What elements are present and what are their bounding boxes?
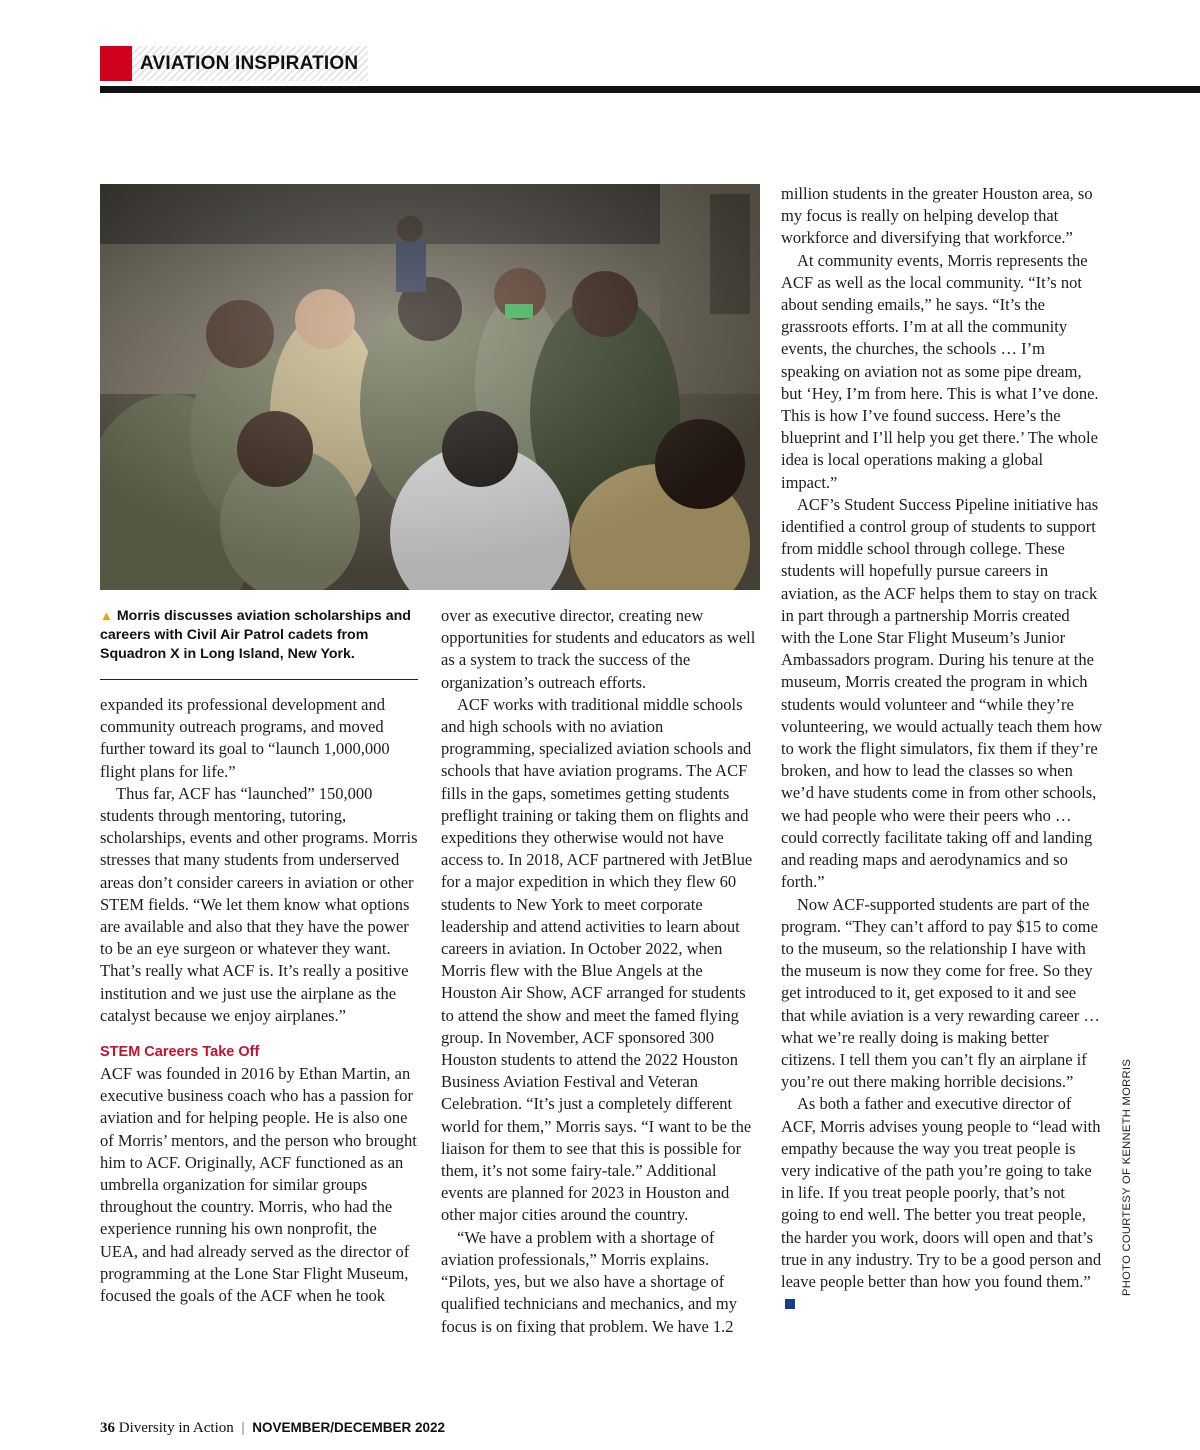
paragraph: over as executive director, creating new opportunities for students and educators as well as a system to track the success of the organization’s outreach efforts. [441,606,756,692]
section-tag-red-block [100,46,132,81]
square-end-icon [785,1299,795,1309]
section-subhead: STEM Careers Take Off [100,1044,260,1061]
paragraph: expanded its professional development and community outreach programs, and moved further toward its goal to “launch 1,000,000 flight plans for life.” [100,695,390,781]
article-column-2 [441,605,761,1338]
magazine-name: Diversity in Action [118,1420,234,1436]
caption-text: Morris discusses aviation scholarships and careers with Civil Air Patrol cadets from Squadron X in Long Island, New York. [100,608,411,662]
paragraph: Thus far, ACF has “launched” 150,000 students through mentoring, tutoring, scholarships, events and other programs. Morris stresses that many students from underserved areas don’t consider careers in aviation or other STEM fields. “We let them know what options are available and also that they have the power to be an eye surgeon or whatever they want. That’s really what ACF is. It’s really a positive institution and we just use the airplane as the catalyst because we enjoy airplanes.” [100,783,418,1025]
page-footer [100,1420,445,1437]
page-number: 36 [100,1420,115,1436]
footer-separator: | [241,1420,245,1436]
paragraph: Now ACF-supported students are part of the program. “They can’t afford to pay $15 to come to the museum, so the relationship I have with the museum is now they come for free. So they get introduced to it, get exposed to it and see that while aviation is a very rewarding career … what we’re really doing is making better citizens. I tell them you can’t fly an airplane if you’re out there making horrible decisions.” [781,894,1100,1092]
section-tag [100,46,368,81]
paragraph-last [781,1093,1103,1315]
paragraph: “We have a problem with a shortage of aviation professionals,” Morris explains. “Pilots, yes, but we also have a shortage of qualified technicians and mechanics, and my focus is on fixing that problem. We have 1.2 [441,1227,737,1336]
photo-credit: PHOTO COURTESY OF KENNETH MORRIS [1121,1058,1133,1296]
header-rule [100,86,1200,93]
paragraph: ACF was founded in 2016 by Ethan Martin, an executive business coach who has a passion for aviation and for helping people. He is also one of Morris’ mentors, and the person who brought him to ACF. Originally, ACF functioned as an umbrella organization for similar groups throughout the country. Morris, who had the experience running his own nonprofit, the UEA, and had already served as the director of programming at the Lone Star Flight Museum, focused the goals of the ACF when he took [100,1064,417,1306]
paragraph: At community events, Morris represents the ACF as well as the local community. “It’s not about sending emails,” he says. “It’s the grassroots efforts. I’m at all the community events, the churches, the schools … I’m speaking on aviation not as some pipe dream, but ‘Hey, I’m from here. This is what I’ve done. This is how I’ve found success. Here’s the blueprint and I’ll help you get there.’ The whole idea is local operations making a global impact.” [781,250,1099,492]
article-column-1 [100,694,418,1307]
paragraph: ACF’s Student Success Pipeline initiative has identified a control group of students to support from middle school through college. These students will hopefully pursue careers in aviation, as the ACF helps them to stay on track in part through a partnership Morris created with the Lone Star Flight Museum’s Junior Ambassadors program. During his tenure at the museum, Morris created the program in which students would volunteer and “while they’re volunteering, we would actually teach them how to work the flight simulators, fix them if they’re broken, and how to lead the classes so when we’d have students come in from other schools, we had people who were their peers who … could correctly facilitate taking off and landing and reading maps and aerodynamics and so forth.” [781,494,1103,892]
article-photo [100,184,760,590]
triangle-up-icon: ▲ [100,608,113,623]
caption-rule [100,679,418,680]
paragraph: million students in the greater Houston area, so my focus is really on helping develop that workforce and diversifying that workforce.” [781,184,1093,248]
photo-caption [100,606,418,664]
section-label: AVIATION INSPIRATION [140,53,359,74]
article-column-3 [781,183,1103,1315]
paragraph: ACF works with traditional middle schools and high schools with no aviation programming, specialized aviation schools and schools that have aviation programs. The ACF fills in the gaps, sometimes getting students preflight training or taking them on flights and expeditions they otherwise would not have access to. In 2018, ACF partnered with JetBlue for a major expedition in which they flew 60 students to New York to meet corporate leadership and attend activities to learn about careers in aviation. In October 2022, when Morris flew with the Blue Angels at the Houston Air Show, ACF arranged for students to attend the show and meet the famed flying group. In November, ACF sponsored 300 Houston students to attend the 2022 Houston Business Aviation Festival and Veteran Celebration. “It’s just a completely different world for them,” Morris says. “I want to be the liaison for them to see that this is possible for them, it’s not some fairy-tale.” Additional events are planned for 2023 in Houston and other major cities around the country. [441,694,753,1225]
paragraph-text: As both a father and executive director of ACF, Morris advises young people to “lead with empathy because the way you treat people is very indicative of the path you’re going to take in life. If you treat people poorly, that’s not going to end well. The better you treat people, the harder you work, doors will open and that’s true in any industry. Try to be a good person and leave people better than how you found them.” [781,1094,1102,1291]
issue-date: NOVEMBER/DECEMBER 2022 [252,1420,446,1435]
